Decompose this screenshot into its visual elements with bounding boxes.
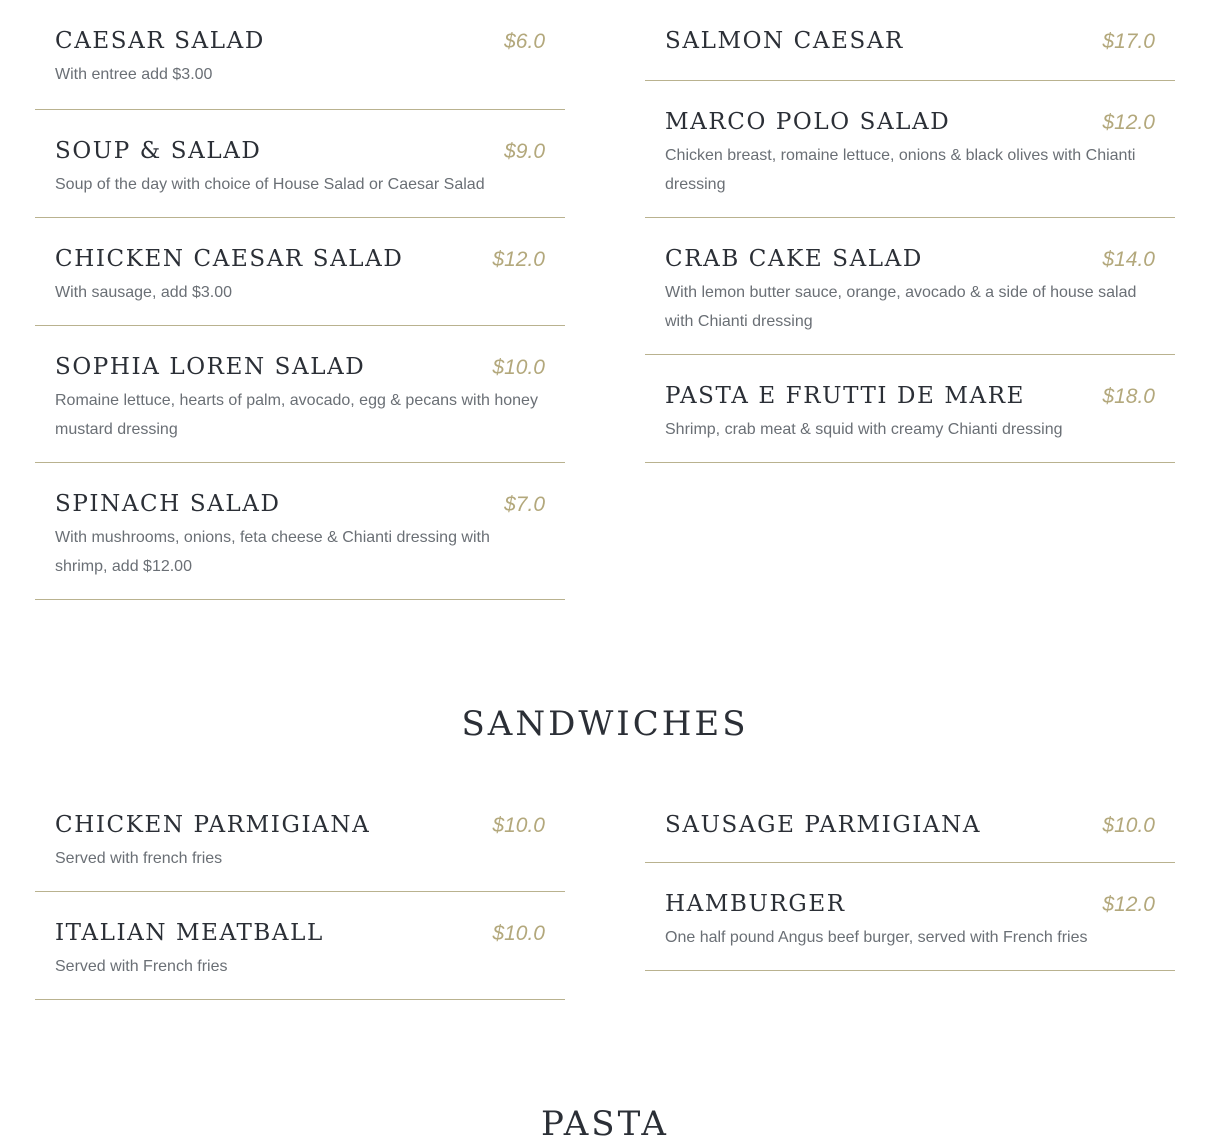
item-header — [665, 383, 1155, 409]
menu-item — [35, 0, 565, 110]
menu-item — [35, 463, 565, 600]
menu-item — [35, 110, 565, 218]
item-name: PASTA E FRUTTI DE MARE — [665, 383, 1026, 409]
menu-item — [645, 0, 1175, 81]
item-header — [55, 138, 545, 164]
item-header — [665, 246, 1155, 272]
menu-item — [35, 892, 565, 1000]
section-title-sandwiches: SANDWICHES — [461, 704, 749, 744]
item-price: $12.0 — [1102, 111, 1155, 134]
menu-item — [645, 784, 1175, 863]
item-description: Romaine lettuce, hearts of palm, avocado, egg & pecans with honey mustard dressing — [55, 392, 538, 438]
menu-item — [35, 218, 565, 326]
item-name: CHICKEN PARMIGIANA — [55, 812, 371, 838]
salads-left-column — [35, 0, 565, 600]
salads-section — [35, 0, 1175, 600]
item-header — [55, 920, 545, 946]
item-price: $18.0 — [1102, 385, 1155, 408]
item-description: Soup of the day with choice of House Salad or Caesar Salad — [55, 176, 485, 193]
item-description: With sausage, add $3.00 — [55, 284, 233, 301]
item-name: CRAB CAKE SALAD — [665, 246, 923, 272]
item-name: MARCO POLO SALAD — [665, 109, 951, 135]
section-title-pasta: PASTA — [541, 1104, 669, 1144]
item-name: HAMBURGER — [665, 891, 846, 917]
item-price: $12.0 — [1102, 893, 1155, 916]
item-price: $17.0 — [1102, 30, 1155, 53]
item-price: $6.0 — [504, 30, 545, 53]
item-name: SOUP & SALAD — [55, 138, 262, 164]
item-description: Chicken breast, romaine lettuce, onions & black olives with Chianti dressing — [665, 147, 1136, 193]
item-price: $10.0 — [492, 922, 545, 945]
item-price: $14.0 — [1102, 248, 1155, 271]
item-header — [55, 812, 545, 838]
item-description: Served with french fries — [55, 850, 223, 867]
item-price: $10.0 — [1102, 814, 1155, 837]
item-header — [665, 812, 1155, 838]
item-name: SAUSAGE PARMIGIANA — [665, 812, 982, 838]
item-name: CAESAR SALAD — [55, 28, 265, 54]
menu-item — [645, 218, 1175, 355]
menu-item — [645, 863, 1175, 971]
item-header — [55, 246, 545, 272]
item-name: ITALIAN MEATBALL — [55, 920, 324, 946]
item-price: $12.0 — [492, 248, 545, 271]
item-header — [665, 891, 1155, 917]
item-description: With entree add $3.00 — [55, 66, 213, 83]
item-price: $10.0 — [492, 356, 545, 379]
item-name: SALMON CAESAR — [665, 28, 904, 54]
item-name: SOPHIA LOREN SALAD — [55, 354, 366, 380]
item-description: One half pound Angus beef burger, served with French fries — [665, 929, 1088, 946]
sandwiches-right-column — [645, 784, 1175, 1000]
salads-right-column — [645, 0, 1175, 600]
item-description: Shrimp, crab meat & squid with creamy Chianti dressing — [665, 421, 1063, 438]
item-description: With mushrooms, onions, feta cheese & Chianti dressing with shrimp, add $12.00 — [55, 529, 490, 575]
item-header — [665, 28, 1155, 54]
item-header — [665, 109, 1155, 135]
menu-item — [35, 784, 565, 892]
item-price: $9.0 — [504, 140, 545, 163]
sandwiches-left-column — [35, 784, 565, 1000]
item-description: Served with French fries — [55, 958, 228, 975]
menu-item — [35, 326, 565, 463]
item-description: With lemon butter sauce, orange, avocado & a side of house salad with Chianti dressing — [665, 284, 1137, 330]
item-price: $7.0 — [504, 493, 545, 516]
menu-item — [645, 355, 1175, 463]
item-name: SPINACH SALAD — [55, 491, 281, 517]
menu-item — [645, 81, 1175, 218]
sandwiches-section — [35, 784, 1175, 1000]
item-header — [55, 354, 545, 380]
item-price: $10.0 — [492, 814, 545, 837]
item-name: CHICKEN CAESAR SALAD — [55, 246, 404, 272]
item-header — [55, 491, 545, 517]
item-header — [55, 28, 545, 54]
